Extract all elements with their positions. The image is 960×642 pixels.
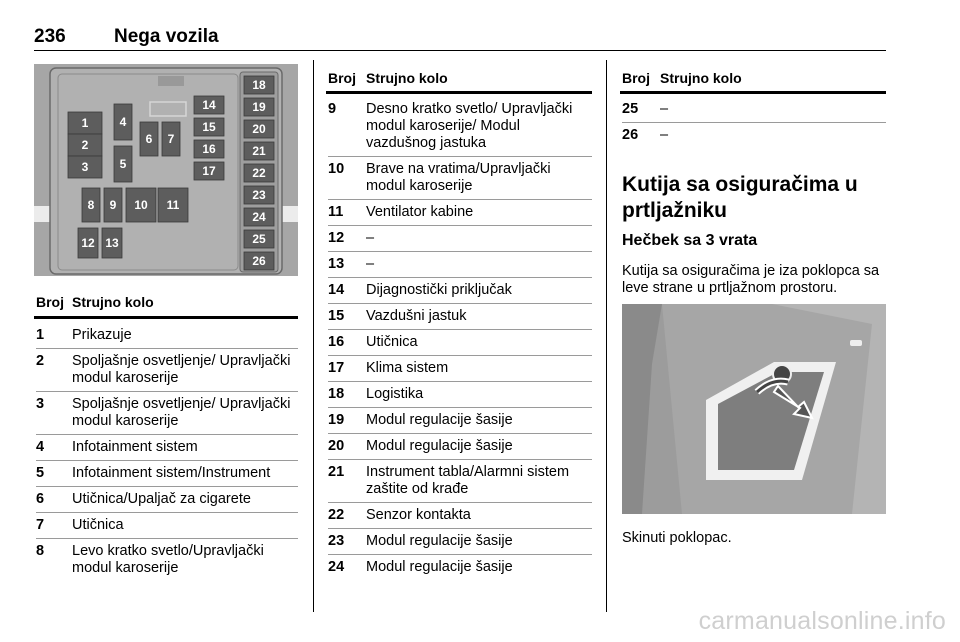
table-right-header <box>622 70 886 92</box>
location-paragraph: Kutija sa osiguračima je iza poklopca sa leve strane u prtljažnom prostoru. <box>622 263 880 296</box>
fuse-label: 24 <box>252 210 266 224</box>
fuse-table-left <box>36 327 298 577</box>
trunk-illustration <box>622 304 886 514</box>
table-middle-header <box>328 70 592 92</box>
circuit-name: Modul regulacije šasije <box>366 438 513 454</box>
fuse-label: 18 <box>252 78 266 92</box>
row-separator <box>36 486 298 487</box>
fuse-label: 9 <box>109 198 117 212</box>
column-header-circuit: Strujno kolo <box>660 70 742 86</box>
fuse-label: 14 <box>202 98 216 112</box>
fuse-number: 23 <box>328 533 345 549</box>
table-row <box>328 282 592 299</box>
fuse-number: 16 <box>328 334 345 350</box>
table-row <box>328 412 592 429</box>
fuse-table-right <box>622 101 886 144</box>
row-separator <box>328 303 592 304</box>
fuse-label: 13 <box>105 236 119 250</box>
circuit-name: Instrument tabla/Alarmni sistem zaštite od krađe <box>366 464 570 497</box>
row-separator <box>36 348 298 349</box>
row-separator <box>328 407 592 408</box>
fuse-label: 25 <box>252 232 266 246</box>
circuit-name: – <box>366 230 375 246</box>
table-row <box>328 507 592 524</box>
circuit-name: Utičnica <box>72 517 124 533</box>
table-right-rule <box>620 91 886 94</box>
row-separator <box>328 277 592 278</box>
circuit-name: Ventilator kabine <box>366 204 474 220</box>
fuse-number: 20 <box>328 438 345 454</box>
row-separator <box>36 512 298 513</box>
row-separator <box>36 460 298 461</box>
circuit-name: Logistika <box>366 386 424 402</box>
table-row <box>328 533 592 550</box>
table-row <box>328 308 592 325</box>
column-header-number: Broj <box>328 70 356 86</box>
circuit-name: Prikazuje <box>72 327 132 343</box>
fuse-number: 8 <box>36 543 45 559</box>
section-title: Nega vozila <box>114 26 219 47</box>
circuit-name: Dijagnostički priključak <box>366 282 512 298</box>
fuse-label: 15 <box>202 120 216 134</box>
fuse-number: 1 <box>36 327 45 343</box>
circuit-name: Modul regulacije šasije <box>366 533 513 549</box>
row-separator <box>622 122 886 123</box>
row-separator <box>328 502 592 503</box>
hatchback-subheading: Hečbek sa 3 vrata <box>622 232 758 249</box>
table-left-header <box>36 294 298 316</box>
circuit-name: – <box>660 101 669 117</box>
fuse-number: 18 <box>328 386 345 402</box>
row-separator <box>328 355 592 356</box>
circuit-name: Infotainment sistem <box>72 439 198 455</box>
row-separator <box>328 251 592 252</box>
watermark: carmanualsonline.info <box>698 607 946 635</box>
figure-caption: Skinuti poklopac. <box>622 530 732 546</box>
row-separator <box>328 381 592 382</box>
trunk-cover-illustration <box>622 304 886 514</box>
fuse-label: 20 <box>252 122 266 136</box>
fuse-label: 22 <box>252 166 266 180</box>
circuit-name: Senzor kontakta <box>366 507 471 523</box>
fuse-number: 6 <box>36 491 45 507</box>
fuse-label: 1 <box>81 116 89 130</box>
table-left-rule <box>34 316 298 319</box>
fuse-number: 10 <box>328 161 345 177</box>
fuse-number: 17 <box>328 360 345 376</box>
fuse-number: 26 <box>622 127 639 143</box>
row-separator <box>328 199 592 200</box>
table-row <box>328 386 592 403</box>
circuit-name: Spoljašnje osvetljenje/ Upravljački modul karoserije <box>72 353 291 386</box>
fuse-number: 9 <box>328 101 337 117</box>
fuse-label: 6 <box>145 132 153 146</box>
fuse-label: 3 <box>81 160 89 174</box>
fuse-box-diagram <box>34 64 298 276</box>
table-row <box>328 464 592 498</box>
circuit-name: Modul regulacije šasije <box>366 559 513 575</box>
table-row <box>36 491 298 508</box>
fuse-number: 14 <box>328 282 345 298</box>
fuse-label: 4 <box>119 115 127 129</box>
fuse-label: 2 <box>81 138 89 152</box>
table-row <box>36 517 298 534</box>
table-row <box>328 360 592 377</box>
trunk-fuse-box-heading: Kutija sa osiguračima u prtljažniku <box>622 173 858 222</box>
circuit-name: Spoljašnje osvetljenje/ Upravljački modul karoserije <box>72 396 291 429</box>
column-header-number: Broj <box>622 70 650 86</box>
circuit-name: Brave na vratima/Upravljački modul karoserije <box>366 161 551 194</box>
fuse-label: 16 <box>202 142 216 156</box>
fuse-label: 23 <box>252 188 266 202</box>
fuse-number: 3 <box>36 396 45 412</box>
fuse-number: 4 <box>36 439 45 455</box>
fuse-label: 21 <box>252 144 266 158</box>
fuse-number: 11 <box>328 204 344 220</box>
table-row <box>328 161 592 195</box>
column-header-circuit: Strujno kolo <box>72 294 154 310</box>
table-row <box>36 396 298 430</box>
row-separator <box>328 156 592 157</box>
circuit-name: Levo kratko svetlo/Upravljački modul karoserije <box>72 543 264 576</box>
fuse-number: 19 <box>328 412 345 428</box>
table-row <box>36 465 298 482</box>
table-row <box>328 230 592 247</box>
fuse-label: 8 <box>87 198 95 212</box>
circuit-name: – <box>366 256 375 272</box>
circuit-name: – <box>660 127 669 143</box>
page-number: 236 <box>34 26 66 47</box>
fuse-box-illustration <box>34 64 298 276</box>
column-header-number: Broj <box>36 294 64 310</box>
row-separator <box>36 538 298 539</box>
table-row <box>622 101 886 118</box>
fuse-label: 26 <box>252 254 266 268</box>
fuse-number: 15 <box>328 308 345 324</box>
table-row <box>328 334 592 351</box>
fuse-table-middle <box>328 101 592 576</box>
row-separator <box>328 528 592 529</box>
table-row <box>328 559 592 576</box>
circuit-name: Modul regulacije šasije <box>366 412 513 428</box>
table-row <box>36 543 298 577</box>
circuit-name: Infotainment sistem/Instrument <box>72 465 271 481</box>
row-separator <box>328 225 592 226</box>
row-separator <box>328 433 592 434</box>
fuse-number: 13 <box>328 256 345 272</box>
row-separator <box>328 459 592 460</box>
fuse-label: 5 <box>119 157 127 171</box>
table-row <box>622 127 886 144</box>
fuse-label: 10 <box>134 198 148 212</box>
table-row <box>328 438 592 455</box>
table-row <box>36 327 298 344</box>
table-row <box>328 204 592 221</box>
circuit-name: Desno kratko svetlo/ Upravljački modul karoserije/ Modul vazdušnog jastuka <box>366 101 573 151</box>
fuse-number: 24 <box>328 559 345 575</box>
table-row <box>36 353 298 387</box>
table-middle-rule <box>326 91 592 94</box>
fuse-number: 12 <box>328 230 345 246</box>
fuse-number: 5 <box>36 465 45 481</box>
table-row <box>36 439 298 456</box>
row-separator <box>328 554 592 555</box>
fuse-label: 11 <box>166 198 180 212</box>
column-header-circuit: Strujno kolo <box>366 70 448 86</box>
table-row <box>328 256 592 273</box>
row-separator <box>328 329 592 330</box>
circuit-name: Utičnica <box>366 334 418 350</box>
circuit-name: Utičnica/Upaljač za cigarete <box>72 491 251 507</box>
fuse-label: 7 <box>167 132 175 146</box>
table-row <box>328 101 592 152</box>
circuit-name: Klima sistem <box>366 360 449 376</box>
fuse-number: 22 <box>328 507 345 523</box>
fuse-label: 19 <box>252 100 266 114</box>
header-rule <box>34 50 886 51</box>
circuit-name: Vazdušni jastuk <box>366 308 467 324</box>
row-separator <box>36 391 298 392</box>
fuse-label: 12 <box>81 236 95 250</box>
column-divider-2 <box>606 60 607 612</box>
column-divider-1 <box>313 60 314 612</box>
fuse-number: 21 <box>328 464 345 480</box>
fuse-number: 2 <box>36 353 45 369</box>
fuse-label: 17 <box>202 164 216 178</box>
row-separator <box>36 434 298 435</box>
fuse-number: 25 <box>622 101 639 117</box>
fuse-number: 7 <box>36 517 45 533</box>
